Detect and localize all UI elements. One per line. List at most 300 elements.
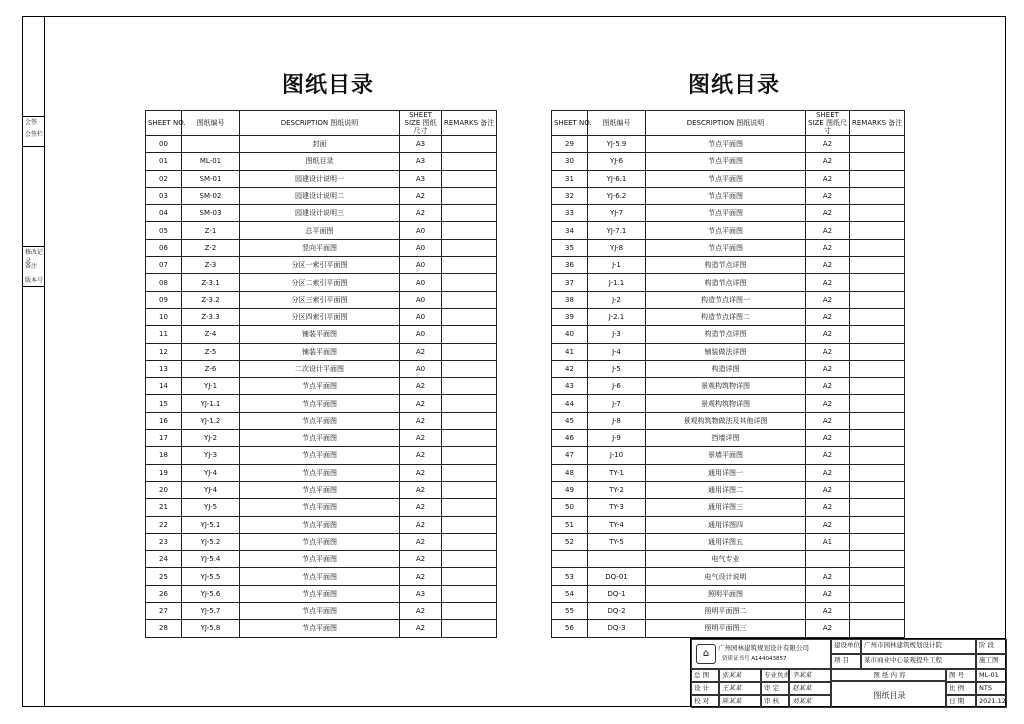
- cell-description: 节点平面图: [240, 551, 400, 568]
- cell-remarks: [442, 205, 497, 222]
- table-row: [552, 568, 905, 585]
- drawing-content-label: 图 纸 内 容: [831, 669, 946, 681]
- cell-sheet-size: A2: [806, 585, 850, 602]
- table-row: [146, 187, 497, 204]
- cell-description: 节点平面图: [240, 533, 400, 550]
- cell-sheet-size: A2: [806, 136, 850, 153]
- cell-sheet-no: 26: [146, 585, 182, 602]
- cell-sheet-size: A2: [400, 516, 442, 533]
- table-row: [552, 481, 905, 498]
- cell-description: 构造节点详图: [646, 257, 806, 274]
- header-sheet-size: SHEET SIZE 图纸尺寸: [806, 111, 850, 136]
- cell-description: 构造节点详图: [646, 326, 806, 343]
- cell-code: YJ-2: [182, 430, 240, 447]
- stage-value: 施工图: [976, 654, 1007, 669]
- cell-remarks: [850, 551, 905, 568]
- cell-sheet-no: 42: [552, 360, 588, 377]
- table-row: [552, 551, 905, 568]
- cell-description: 构造节点详图二: [646, 308, 806, 325]
- cell-description: 构造详图: [646, 360, 806, 377]
- cell-remarks: [850, 447, 905, 464]
- cell-sheet-no: 05: [146, 222, 182, 239]
- drawing-content-value: 图纸目录: [831, 681, 946, 708]
- cell-code: DQ-2: [588, 603, 646, 620]
- cell-description: 节点平面图: [646, 153, 806, 170]
- cell-sheet-size: A3: [400, 170, 442, 187]
- header-remarks: REMARKS 备注: [442, 111, 497, 136]
- cell-remarks: [442, 343, 497, 360]
- cell-description: 总平面图: [240, 222, 400, 239]
- cell-remarks: [850, 257, 905, 274]
- cell-code: YJ-5: [182, 499, 240, 516]
- cell-description: 分区二索引平面图: [240, 274, 400, 291]
- cell-sheet-no: 53: [552, 568, 588, 585]
- header-description: DESCRIPTION 图纸说明: [646, 111, 806, 136]
- header-sheet-size: SHEET SIZE 图纸尺寸: [400, 111, 442, 136]
- cell-remarks: [850, 360, 905, 377]
- strip-label: 修改记录: [25, 249, 44, 265]
- cell-remarks: [850, 239, 905, 256]
- cell-remarks: [850, 499, 905, 516]
- cell-remarks: [442, 326, 497, 343]
- table-row: [552, 239, 905, 256]
- table-row: [552, 516, 905, 533]
- drawing-index-table-left: [145, 110, 497, 638]
- cell-sheet-no: 15: [146, 395, 182, 412]
- project-label: 项 目: [831, 654, 861, 669]
- cell-sheet-no: 39: [552, 308, 588, 325]
- table-row: [552, 274, 905, 291]
- cell-description: 分区四索引平面图: [240, 308, 400, 325]
- cell-description: 节点平面图: [240, 464, 400, 481]
- cell-code: YJ-5.5: [182, 568, 240, 585]
- cell-sheet-no: 28: [146, 620, 182, 637]
- cell-description: 通用详图二: [646, 481, 806, 498]
- cell-code: YJ-5.9: [588, 136, 646, 153]
- cell-sheet-no: 10: [146, 308, 182, 325]
- cell-sheet-no: 52: [552, 533, 588, 550]
- cell-sheet-size: A2: [806, 412, 850, 429]
- cell-sheet-no: 56: [552, 620, 588, 637]
- table-row: [146, 153, 497, 170]
- cell-sheet-no: 00: [146, 136, 182, 153]
- cell-description: 园建设计说明一: [240, 170, 400, 187]
- cell-description: 节点平面图: [240, 378, 400, 395]
- role-signature: 李某某: [789, 669, 831, 682]
- cell-code: YJ-5.2: [182, 533, 240, 550]
- cell-sheet-size: A2: [806, 360, 850, 377]
- cell-sheet-no: 35: [552, 239, 588, 256]
- table-row: [146, 378, 497, 395]
- cell-sheet-size: A2: [806, 291, 850, 308]
- strip-label: 会签: [25, 119, 38, 126]
- cell-code: Z-4: [182, 326, 240, 343]
- table-row: [146, 308, 497, 325]
- cell-sheet-size: A2: [806, 568, 850, 585]
- role-signature: 王某某: [719, 682, 761, 695]
- cell-sheet-size: A2: [806, 222, 850, 239]
- cell-description: 园建设计说明三: [240, 205, 400, 222]
- table-row: [146, 136, 497, 153]
- cell-sheet-size: A2: [400, 603, 442, 620]
- cell-description: 节点平面图: [240, 516, 400, 533]
- cell-sheet-no: 30: [552, 153, 588, 170]
- drawing-no-label: 图 号: [946, 669, 976, 682]
- cell-description: 节点平面图: [646, 136, 806, 153]
- cell-remarks: [442, 430, 497, 447]
- table-row: [552, 620, 905, 637]
- table-row: [146, 170, 497, 187]
- company-logo-icon: ⌂: [696, 644, 716, 664]
- cell-sheet-no: 25: [146, 568, 182, 585]
- cell-sheet-size: A0: [400, 360, 442, 377]
- cell-remarks: [850, 481, 905, 498]
- role-signature: 陈某某: [719, 695, 761, 708]
- cell-sheet-size: A2: [806, 430, 850, 447]
- cell-sheet-size: A2: [806, 205, 850, 222]
- cell-code: J-9: [588, 430, 646, 447]
- table-row: [552, 499, 905, 516]
- scale-label: 比 例: [946, 682, 976, 695]
- table-row: [552, 291, 905, 308]
- cell-description: 构造节点详图一: [646, 291, 806, 308]
- table-row: [146, 205, 497, 222]
- cell-sheet-size: A2: [400, 447, 442, 464]
- cell-sheet-no: 08: [146, 274, 182, 291]
- table-row: [552, 447, 905, 464]
- cell-sheet-size: A3: [400, 153, 442, 170]
- client-label: 建设单位: [831, 639, 861, 654]
- cell-remarks: [442, 291, 497, 308]
- role-label: 总 图: [691, 669, 719, 682]
- cell-sheet-size: A0: [400, 239, 442, 256]
- cell-code: SM-03: [182, 205, 240, 222]
- table-row: [146, 291, 497, 308]
- cell-description: 节点平面图: [240, 395, 400, 412]
- cell-sheet-size: A2: [400, 343, 442, 360]
- cell-code: [588, 551, 646, 568]
- table-row: [146, 239, 497, 256]
- role-signature: 赵某某: [789, 682, 831, 695]
- table-row: [146, 533, 497, 550]
- cell-code: TY-5: [588, 533, 646, 550]
- cell-remarks: [442, 568, 497, 585]
- cell-sheet-size: A2: [806, 308, 850, 325]
- cell-sheet-size: A2: [400, 205, 442, 222]
- cell-code: J-2.1: [588, 308, 646, 325]
- date-label: 日 期: [946, 695, 976, 708]
- table-row: [552, 170, 905, 187]
- cell-description: 照明平面图二: [646, 603, 806, 620]
- cell-description: 通用详图四: [646, 516, 806, 533]
- table-row: [146, 360, 497, 377]
- cell-code: YJ-1.1: [182, 395, 240, 412]
- table-row: [552, 378, 905, 395]
- cell-code: Z-6: [182, 360, 240, 377]
- cell-remarks: [442, 412, 497, 429]
- cell-description: 照明平面图: [646, 585, 806, 602]
- cell-remarks: [442, 395, 497, 412]
- cell-description: 景观构筑物详图: [646, 395, 806, 412]
- header-remarks: REMARKS 备注: [850, 111, 905, 136]
- table-row: [552, 326, 905, 343]
- table-row: [552, 360, 905, 377]
- cell-sheet-size: A0: [400, 291, 442, 308]
- role-label: 设 计: [691, 682, 719, 695]
- cell-sheet-no: 07: [146, 257, 182, 274]
- table-header-row: [552, 111, 905, 136]
- cell-sheet-size: A2: [806, 153, 850, 170]
- cell-code: J-7: [588, 395, 646, 412]
- cell-sheet-no: 33: [552, 205, 588, 222]
- cell-code: YJ-7: [588, 205, 646, 222]
- cell-remarks: [850, 412, 905, 429]
- cell-sheet-no: 20: [146, 481, 182, 498]
- cell-remarks: [850, 343, 905, 360]
- cell-remarks: [850, 291, 905, 308]
- cell-description: 景观构筑物详图: [646, 378, 806, 395]
- cell-sheet-no: 45: [552, 412, 588, 429]
- table-row: [146, 620, 497, 637]
- project-value: 某市商业中心景观提升工程: [861, 654, 976, 669]
- cell-sheet-no: 36: [552, 257, 588, 274]
- cell-remarks: [850, 430, 905, 447]
- cell-description: 节点平面图: [646, 205, 806, 222]
- cell-code: YJ-5.6: [182, 585, 240, 602]
- cell-sheet-size: A0: [400, 257, 442, 274]
- cell-description: 铺装平面图: [240, 343, 400, 360]
- table-row: [146, 257, 497, 274]
- cell-remarks: [850, 533, 905, 550]
- cell-code: YJ-7.1: [588, 222, 646, 239]
- header-code: 图纸编号: [588, 111, 646, 136]
- cell-code: Z-1: [182, 222, 240, 239]
- cell-sheet-size: A2: [400, 187, 442, 204]
- cell-remarks: [850, 326, 905, 343]
- cell-sheet-no: 02: [146, 170, 182, 187]
- cell-code: J-4: [588, 343, 646, 360]
- cell-description: 节点平面图: [646, 170, 806, 187]
- table-row: [146, 274, 497, 291]
- cell-remarks: [442, 464, 497, 481]
- cell-code: YJ-5.8: [182, 620, 240, 637]
- stage-label: 阶 段: [976, 639, 1007, 654]
- cell-description: 通用详图三: [646, 499, 806, 516]
- table-row: [552, 136, 905, 153]
- cell-sheet-no: 14: [146, 378, 182, 395]
- cell-description: 竖向平面图: [240, 239, 400, 256]
- cell-sheet-no: 50: [552, 499, 588, 516]
- table-row: [552, 430, 905, 447]
- cell-sheet-size: A0: [400, 274, 442, 291]
- table-row: [552, 412, 905, 429]
- cell-sheet-size: A2: [806, 447, 850, 464]
- cell-description: 分区三索引平面图: [240, 291, 400, 308]
- table-row: [146, 585, 497, 602]
- cell-remarks: [850, 585, 905, 602]
- table-row: [146, 516, 497, 533]
- table-row: [146, 447, 497, 464]
- cell-sheet-size: A2: [806, 274, 850, 291]
- table-row: [146, 568, 497, 585]
- strip-label: 备注: [25, 263, 38, 270]
- table-row: [146, 551, 497, 568]
- cell-remarks: [442, 378, 497, 395]
- cell-sheet-size: A0: [400, 222, 442, 239]
- cell-sheet-no: 13: [146, 360, 182, 377]
- cell-sheet-no: 22: [146, 516, 182, 533]
- cell-code: ML-01: [182, 153, 240, 170]
- cell-sheet-no: 16: [146, 412, 182, 429]
- cell-sheet-no: 40: [552, 326, 588, 343]
- cell-remarks: [850, 464, 905, 481]
- cell-code: YJ-5.7: [182, 603, 240, 620]
- table-row: [146, 430, 497, 447]
- cell-sheet-no: 12: [146, 343, 182, 360]
- role-label: 审 核: [761, 695, 789, 708]
- cell-code: J-8: [588, 412, 646, 429]
- cell-code: DQ-01: [588, 568, 646, 585]
- cell-sheet-size: A2: [806, 239, 850, 256]
- cell-sheet-no: 55: [552, 603, 588, 620]
- cell-sheet-no: 24: [146, 551, 182, 568]
- cell-code: J-5: [588, 360, 646, 377]
- cell-description: 分区一索引平面图: [240, 257, 400, 274]
- cell-remarks: [850, 395, 905, 412]
- cell-description: 挡墙详图: [646, 430, 806, 447]
- left-panel-title: 图纸目录: [282, 72, 375, 98]
- company-license: 资质证书号 A144043857: [722, 656, 787, 662]
- cell-sheet-size: A2: [400, 430, 442, 447]
- cell-sheet-no: 21: [146, 499, 182, 516]
- cell-remarks: [850, 603, 905, 620]
- cell-sheet-no: 48: [552, 464, 588, 481]
- cell-sheet-no: 43: [552, 378, 588, 395]
- cell-remarks: [850, 620, 905, 637]
- scale-value: NTS: [976, 682, 1007, 695]
- cell-remarks: [442, 360, 497, 377]
- table-row: [552, 533, 905, 550]
- cell-description: 节点平面图: [240, 412, 400, 429]
- title-block: [690, 638, 1006, 707]
- role-signature: 刘某某: [789, 695, 831, 708]
- cell-description: 电气设计说明: [646, 568, 806, 585]
- cell-remarks: [850, 274, 905, 291]
- cell-sheet-size: A2: [806, 620, 850, 637]
- cell-description: 节点平面图: [240, 620, 400, 637]
- cell-sheet-no: 11: [146, 326, 182, 343]
- cell-sheet-size: A2: [806, 464, 850, 481]
- cell-code: TY-4: [588, 516, 646, 533]
- table-row: [552, 464, 905, 481]
- cell-code: Z-3.1: [182, 274, 240, 291]
- cell-code: TY-1: [588, 464, 646, 481]
- table-row: [552, 603, 905, 620]
- cell-sheet-size: A2: [400, 464, 442, 481]
- cell-sheet-no: 31: [552, 170, 588, 187]
- cell-sheet-no: 46: [552, 430, 588, 447]
- cell-code: DQ-1: [588, 585, 646, 602]
- header-sheet-no: SHEET NO.: [146, 111, 182, 136]
- cell-sheet-no: 38: [552, 291, 588, 308]
- drawing-index-table-right: [551, 110, 905, 638]
- cell-sheet-size: A2: [806, 499, 850, 516]
- table-row: [552, 585, 905, 602]
- cell-sheet-size: A0: [400, 326, 442, 343]
- role-label: 审 定: [761, 682, 789, 695]
- cell-code: DQ-3: [588, 620, 646, 637]
- cell-description: 园建设计说明二: [240, 187, 400, 204]
- table-row: [146, 481, 497, 498]
- cell-description: 节点平面图: [646, 239, 806, 256]
- cell-sheet-no: 18: [146, 447, 182, 464]
- cell-remarks: [442, 257, 497, 274]
- cell-remarks: [442, 603, 497, 620]
- cell-remarks: [442, 170, 497, 187]
- left-margin-strip: [22, 16, 44, 707]
- role-label: 校 对: [691, 695, 719, 708]
- cell-sheet-size: A2: [806, 378, 850, 395]
- cell-description: 封面: [240, 136, 400, 153]
- table-row: [552, 257, 905, 274]
- cell-remarks: [442, 447, 497, 464]
- cell-code: J-2: [588, 291, 646, 308]
- cell-description: 照明平面图三: [646, 620, 806, 637]
- cell-sheet-size: A2: [400, 620, 442, 637]
- table-row: [552, 308, 905, 325]
- cell-sheet-size: A2: [806, 170, 850, 187]
- cell-sheet-size: A2: [806, 395, 850, 412]
- table-row: [146, 222, 497, 239]
- cell-code: [182, 136, 240, 153]
- cell-description: 二次设计平面图: [240, 360, 400, 377]
- cell-sheet-size: A2: [400, 533, 442, 550]
- cell-description: 节点平面图: [240, 430, 400, 447]
- cell-remarks: [442, 239, 497, 256]
- cell-code: YJ-5.1: [182, 516, 240, 533]
- cell-code: J-6: [588, 378, 646, 395]
- cell-code: YJ-6.1: [588, 170, 646, 187]
- cell-code: YJ-5.4: [182, 551, 240, 568]
- cell-sheet-no: 29: [552, 136, 588, 153]
- cell-code: YJ-1: [182, 378, 240, 395]
- cell-remarks: [442, 499, 497, 516]
- cell-sheet-size: A2: [806, 187, 850, 204]
- cell-sheet-size: A3: [400, 585, 442, 602]
- cell-sheet-size: A2: [400, 568, 442, 585]
- cell-remarks: [850, 568, 905, 585]
- drawing-no-value: ML-01: [976, 669, 1007, 682]
- cell-remarks: [442, 308, 497, 325]
- cell-remarks: [442, 187, 497, 204]
- company-block: [691, 639, 831, 669]
- cell-sheet-size: A2: [806, 326, 850, 343]
- cell-sheet-size: A2: [806, 343, 850, 360]
- table-row: [146, 326, 497, 343]
- cell-remarks: [850, 136, 905, 153]
- cell-sheet-no: 44: [552, 395, 588, 412]
- cell-description: 节点平面图: [646, 222, 806, 239]
- cell-sheet-size: A0: [400, 308, 442, 325]
- cell-sheet-size: A2: [806, 516, 850, 533]
- cell-remarks: [442, 516, 497, 533]
- cell-description: 节点平面图: [240, 603, 400, 620]
- cell-remarks: [442, 620, 497, 637]
- roles-grid: [691, 669, 831, 708]
- cell-code: YJ-4: [182, 464, 240, 481]
- header-description: DESCRIPTION 图纸说明: [240, 111, 400, 136]
- cell-code: J-1.1: [588, 274, 646, 291]
